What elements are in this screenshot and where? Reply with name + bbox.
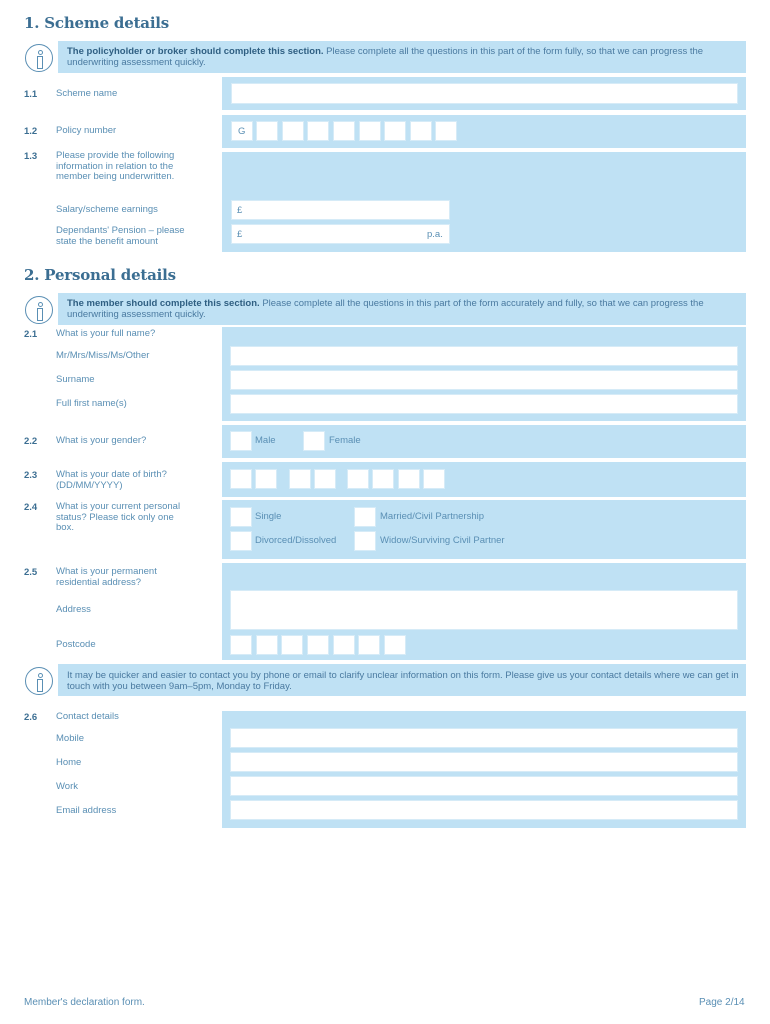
section-1-note: [67, 46, 737, 68]
postcode-cell[interactable]: [256, 635, 278, 655]
policy-prefix: G: [238, 126, 246, 137]
q2-1-number: 2.1: [24, 329, 38, 340]
policy-number-cell[interactable]: [256, 121, 278, 141]
title-label: Mr/Mrs/Miss/Ms/Other: [56, 350, 150, 361]
status-married-label: Married/Civil Partnership: [380, 511, 485, 522]
pension-label: Dependants' Pension – please state the benefit amount: [56, 225, 185, 247]
postcode-cell[interactable]: [230, 635, 252, 655]
postcode-cell[interactable]: [384, 635, 406, 655]
q2-1-label: What is your full name?: [56, 328, 156, 339]
gender-female-checkbox[interactable]: [303, 431, 325, 451]
gender-female-label: Female: [329, 435, 361, 446]
email-label: Email address: [56, 805, 117, 816]
q2-5-label: What is your permanent residential address?: [56, 566, 157, 588]
q2-4-number: 2.4: [24, 502, 38, 513]
pension-input[interactable]: [231, 224, 450, 244]
title-input[interactable]: [230, 346, 738, 366]
info-icon: [25, 667, 53, 695]
dob-year-cell[interactable]: [347, 469, 369, 489]
policy-number-cell[interactable]: [435, 121, 457, 141]
section-1-note-bold: The policyholder or broker should complete this section.: [67, 46, 324, 57]
q1-1-label: Scheme name: [56, 88, 118, 99]
q2-2-number: 2.2: [24, 436, 38, 447]
info-icon: [25, 296, 53, 324]
q2-6-number: 2.6: [24, 712, 38, 723]
policy-number-cell[interactable]: [307, 121, 329, 141]
salary-input[interactable]: [231, 200, 450, 220]
q2-4-label: What is your current personal status? Please tick only one box.: [56, 501, 181, 533]
q1-2-number: 1.2: [24, 126, 38, 137]
salary-currency: £: [237, 205, 243, 216]
status-widow-label: Widow/Surviving Civil Partner: [380, 535, 505, 546]
q2-6-label: Contact details: [56, 711, 119, 722]
work-label: Work: [56, 781, 78, 792]
policy-number-cell[interactable]: [410, 121, 432, 141]
dob-year-cell[interactable]: [423, 469, 445, 489]
firstnames-label: Full first name(s): [56, 398, 127, 409]
dob-day-cell[interactable]: [230, 469, 252, 489]
email-input[interactable]: [230, 800, 738, 820]
home-phone-input[interactable]: [230, 752, 738, 772]
q2-4-panel: [222, 500, 746, 559]
gender-male-checkbox[interactable]: [230, 431, 252, 451]
status-divorced-label: Divorced/Dissolved: [255, 535, 337, 546]
mobile-label: Mobile: [56, 733, 84, 744]
policy-number-cell[interactable]: [359, 121, 381, 141]
postcode-cell[interactable]: [307, 635, 329, 655]
work-phone-input[interactable]: [230, 776, 738, 796]
home-label: Home: [56, 757, 82, 768]
policy-number-cell[interactable]: [333, 121, 355, 141]
dob-day-cell[interactable]: [255, 469, 277, 489]
q2-3-label: What is your date of birth? (DD/MM/YYYY): [56, 469, 167, 491]
policy-number-cell[interactable]: [384, 121, 406, 141]
surname-input[interactable]: [230, 370, 738, 390]
postcode-cell[interactable]: [333, 635, 355, 655]
policy-number-cell[interactable]: [282, 121, 304, 141]
q1-2-label: Policy number: [56, 125, 117, 136]
info-icon: [25, 44, 53, 72]
pension-currency: £: [237, 229, 243, 240]
status-widow-checkbox[interactable]: [354, 531, 376, 551]
q2-3-number: 2.3: [24, 470, 38, 481]
status-single-label: Single: [255, 511, 282, 522]
dob-month-cell[interactable]: [314, 469, 336, 489]
q1-1-number: 1.1: [24, 89, 38, 100]
scheme-name-input[interactable]: [231, 83, 738, 104]
salary-label: Salary/scheme earnings: [56, 204, 158, 215]
q2-5-number: 2.5: [24, 567, 38, 578]
section-2-note-text: Please complete all the questions in this part of the form accurately and fully, so that we can progress the underwriting assessment quickly.: [67, 298, 704, 320]
postcode-cell[interactable]: [281, 635, 303, 655]
address-label: Address: [56, 604, 91, 615]
footer-title: Member's declaration form.: [24, 997, 145, 1008]
status-married-checkbox[interactable]: [354, 507, 376, 527]
surname-label: Surname: [56, 374, 95, 385]
status-divorced-checkbox[interactable]: [230, 531, 252, 551]
postcode-label: Postcode: [56, 639, 96, 650]
page-number: Page 2/14: [699, 997, 745, 1008]
section-1-title: 1. Scheme details: [24, 14, 170, 32]
dob-year-cell[interactable]: [398, 469, 420, 489]
pension-suffix: p.a.: [427, 229, 443, 240]
dob-year-cell[interactable]: [372, 469, 394, 489]
firstnames-input[interactable]: [230, 394, 738, 414]
q2-2-panel: [222, 425, 746, 458]
q2-2-label: What is your gender?: [56, 435, 147, 446]
address-input[interactable]: [230, 590, 738, 630]
section-2-note: [67, 298, 737, 320]
contact-note: It may be quicker and easier to contact you by phone or email to clarify unclear information on this form. Please give us your contact details where we can get in touch with you between 9am–5pm, Monday to Friday.: [67, 670, 739, 692]
section-1-note-text: Please complete all the questions in this part of the form fully, so that we can progress the underwriting assessment quickly.: [67, 46, 704, 68]
mobile-input[interactable]: [230, 728, 738, 748]
gender-male-label: Male: [255, 435, 276, 446]
status-single-checkbox[interactable]: [230, 507, 252, 527]
q1-3-number: 1.3: [24, 151, 38, 162]
section-2-note-bold: The member should complete this section.: [67, 298, 260, 309]
q1-3-label: Please provide the following information in relation to the member being underwritten.: [56, 150, 175, 182]
dob-month-cell[interactable]: [289, 469, 311, 489]
postcode-cell[interactable]: [358, 635, 380, 655]
section-2-title: 2. Personal details: [24, 266, 176, 284]
